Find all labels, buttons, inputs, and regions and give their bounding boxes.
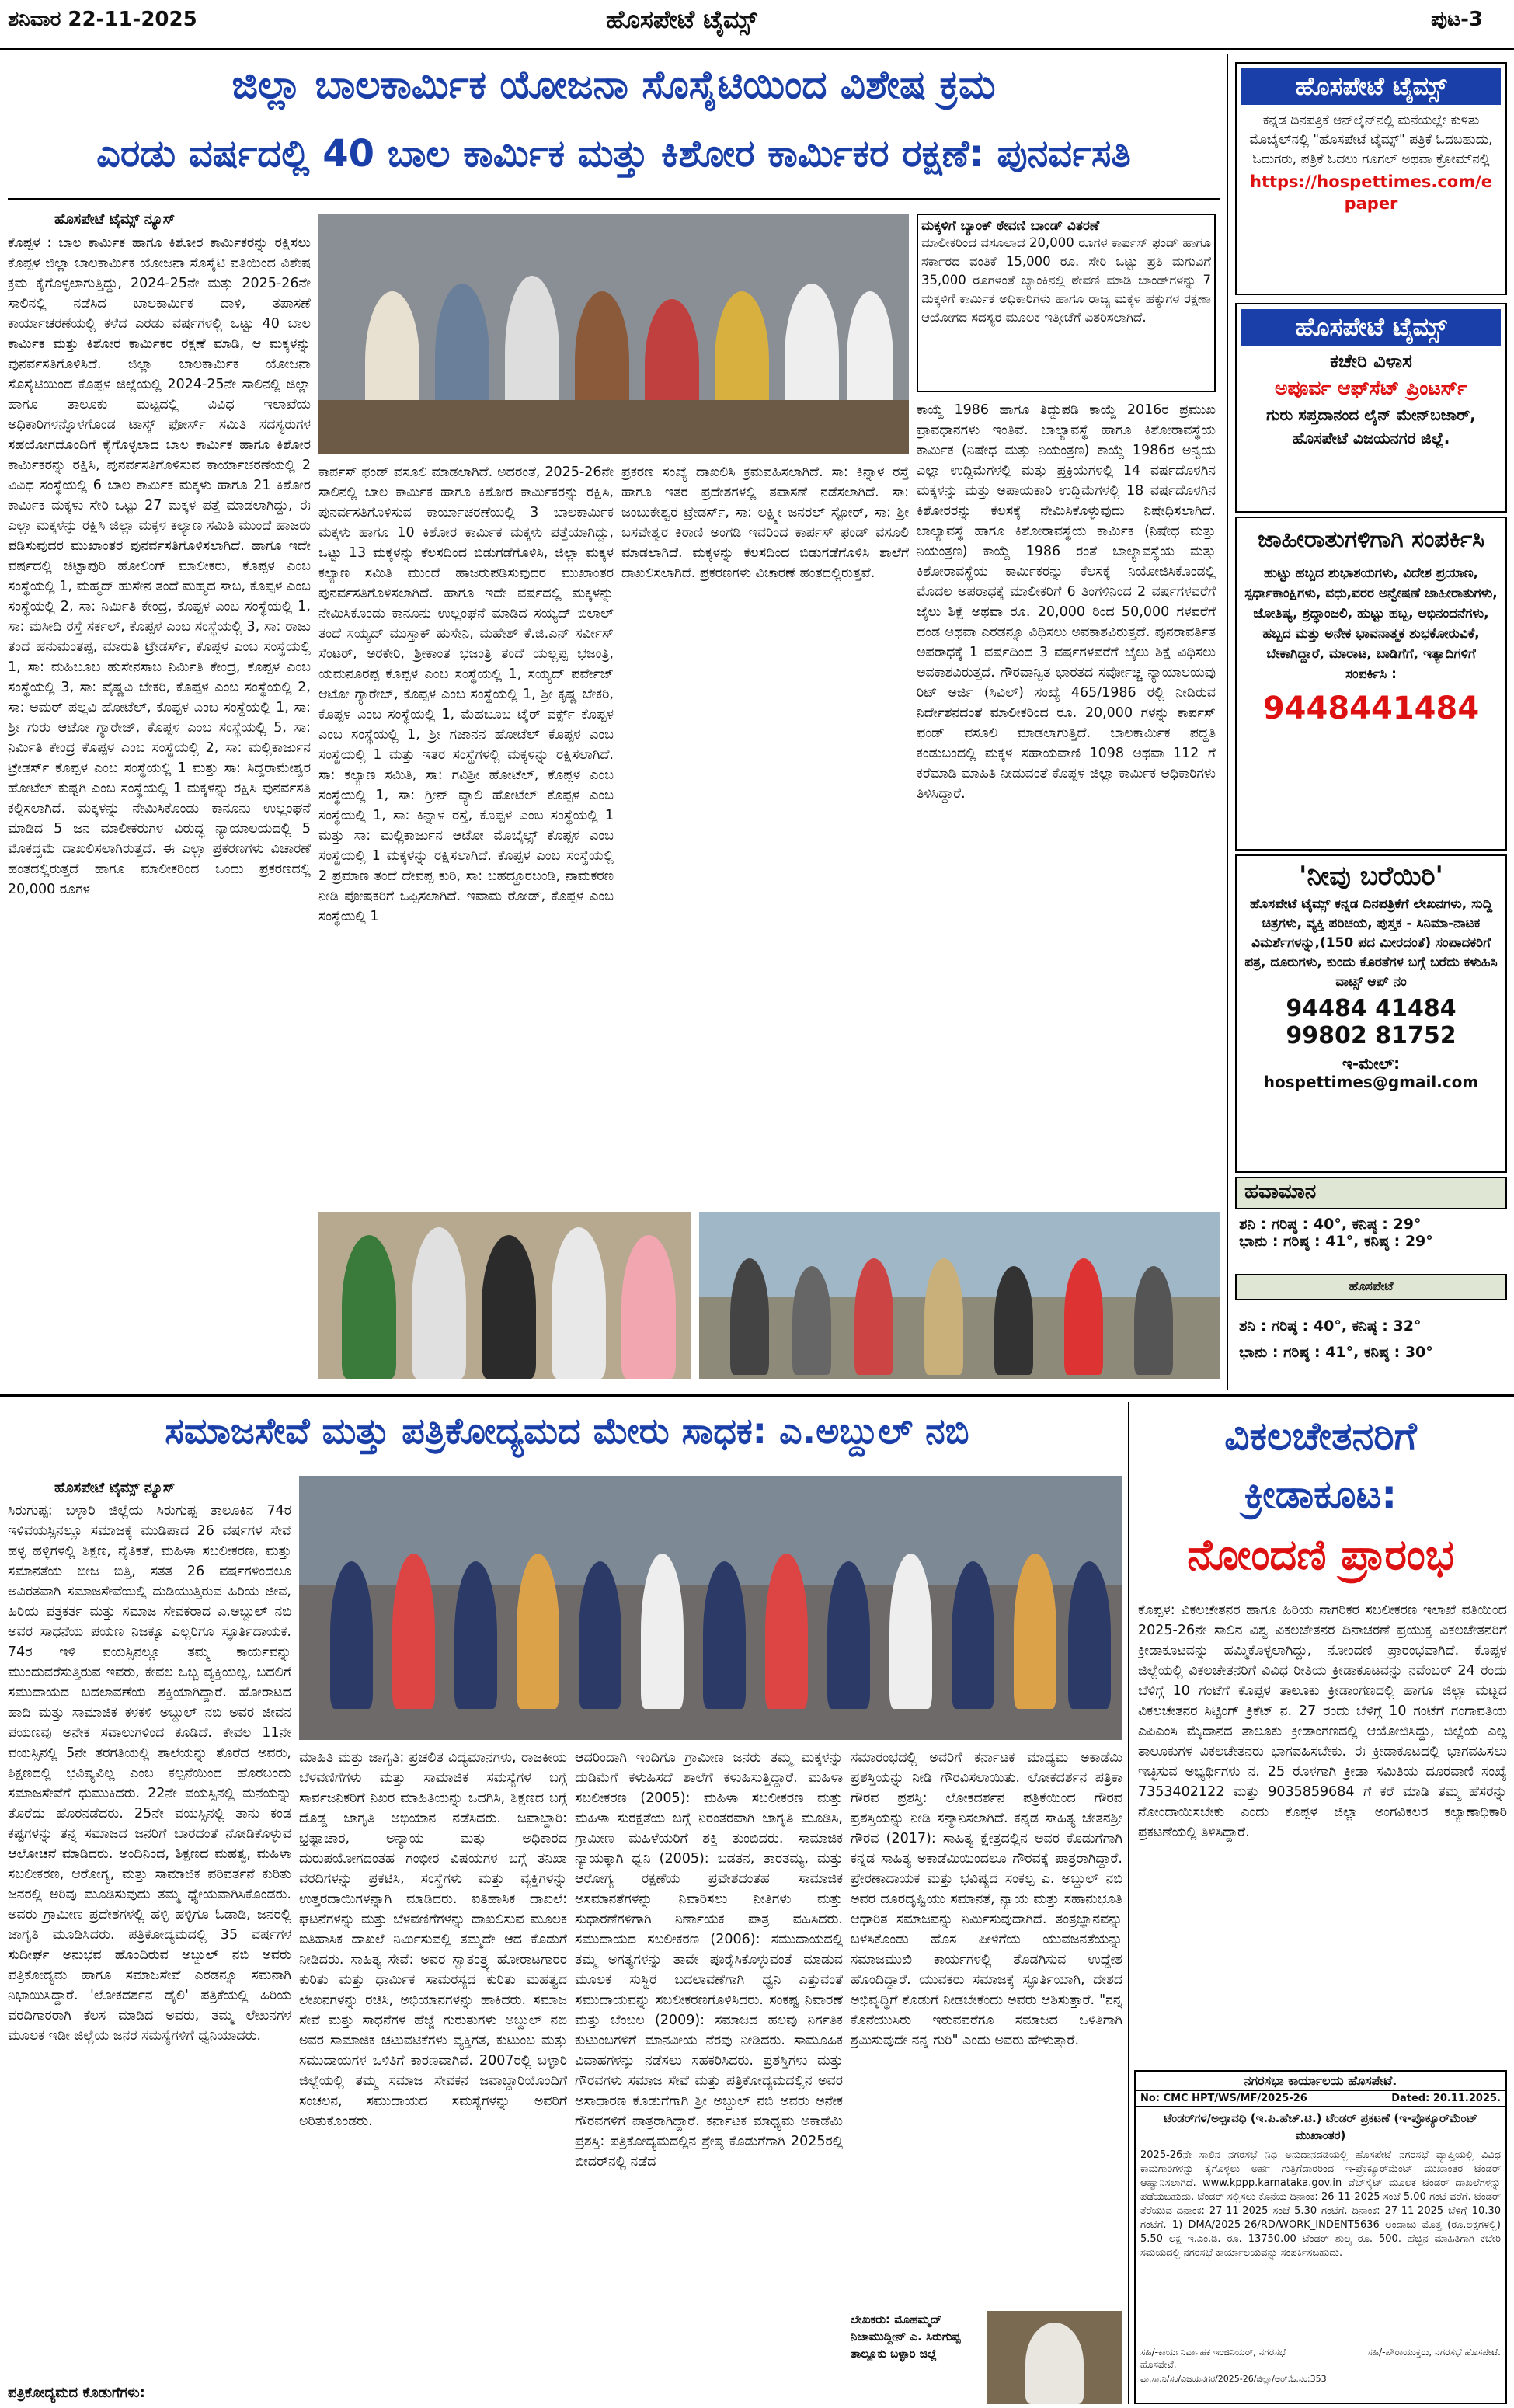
ads-title: ಜಾಹೀರಾತುಗಳಿಗಾಗಿ ಸಂಪರ್ಕಿಸಿ bbox=[1257, 526, 1485, 553]
weather-day: ಶನಿ bbox=[1239, 1216, 1255, 1233]
office-logo: ಹೊಸಪೇಟೆ ಟೈಮ್ಸ್ bbox=[1241, 309, 1501, 346]
whatsapp-number-1[interactable]: 94484 41484 bbox=[1286, 995, 1457, 1022]
weather-day: ಭಾನು bbox=[1239, 1344, 1268, 1361]
epaper-box bbox=[1235, 62, 1507, 295]
story3-headline-3: ನೋಂದಣಿ ಪ್ರಾರಂಭ bbox=[1187, 1530, 1454, 1579]
lead-column-3: ಪ್ರಕರಣ ಸಂಖ್ಯೆ ದಾಖಲಿಸಿ ಕ್ರಮವಹಿಸಲಾಗಿದೆ. ಸಾ: ಕಿನ್ನಾಳ ರಸ್ತೆ ಹಾಗೂ ಇತರ ಪ್ರದೇಶಗಳಲ್ಲಿ ತಪಾಸಣೆ ನಡೆಸಲಾಗಿದೆ. ಸಾ: ಜಂಬುಕೇಶ್ವರ ಟ್ರೇಡರ್ಸ್, ಸಾ: ಲಕ್ಷ್ಮೀ ಜನರಲ್ ಸ್ಟೋರ್, ಸಾ: ಶ್ರೀ ಬಸವೇಶ್ವರ ಕಿರಾಣಿ ಅಂಗಡಿ ಇವರಿಂದ ಕಾರ್ಪಸ್ ಫಂಡ್ ವಸೂಲಿ ಮಾಡಲಾಗಿದೆ. ಮಕ್ಕಳನ್ನು ಕೆಲಸದಿಂದ ಬಿಡುಗಡೆಗೊಳಿಸಿ ಶಾಲೆಗೆ ದಾಖಲಿಸಲಾಗಿದೆ. ಪ್ರಕರಣಗಳು ವಿಚಾರಣೆ ಹಂತದಲ್ಲಿರುತ್ತವೆ. bbox=[621, 465, 909, 581]
lead-column-4: ಕಾಯ್ದೆ 1986 ಹಾಗೂ ತಿದ್ದುಪಡಿ ಕಾಯ್ದೆ 2016ರ ಪ್ರಮುಖ ಪ್ರಾವಧಾನಗಳು ಇಂತಿವೆ. ಬಾಲ್ಯಾವಸ್ಥೆ ಹಾಗೂ ಕಿಶೋರಾವಸ್ಥೆಯ ಕಾರ್ಮಿಕ (ನಿಷೇಧ ಮತ್ತು ನಿಯಂತ್ರಣ) ಕಾಯ್ದೆ 1986ರ ಅನ್ವಯ ಎಲ್ಲಾ ಉದ್ದಿಮೆಗಳಲ್ಲಿ ಮತ್ತು ಪ್ರಕ್ರಿಯೆಗಳಲ್ಲಿ 14 ವರ್ಷದೊಳಗಿನ ಮಕ್ಕಳನ್ನು ಮತ್ತು ಅಪಾಯಕಾರಿ ಉದ್ದಿಮೆಗಳಲ್ಲಿ 18 ವರ್ಷದೊಳಗಿನ ಕಿಶೋರರನ್ನು ಕೆಲಸಕ್ಕೆ ನೇಮಿಸಿಕೊಳ್ಳುವುದು ನಿಷೇಧಿಸಲಾಗಿದೆ. ಬಾಲ್ಯಾವಸ್ಥೆ ಹಾಗೂ ಕಿಶೋರಾವಸ್ಥೆಯ ಕಾರ್ಮಿಕ (ನಿಷೇಧ ಮತ್ತು ನಿಯಂತ್ರಣ) ಕಾಯ್ದೆ 1986 ರಂತೆ ಬಾಲ್ಯಾವಸ್ಥೆಯ ಮತ್ತು ಕಿಶೋರಾವಸ್ಥೆಯ ಕಾರ್ಮಿಕರನ್ನು ಕೆಲಸಕ್ಕೆ ನಿಯೋಜಿಸಿಕೊಂಡಲ್ಲಿ ಮೊದಲ ಅಪರಾಧಕ್ಕೆ ಮಾಲೀಕರಿಗೆ 6 ತಿಂಗಳಿನಿಂದ 2 ವರ್ಷಗಳವರೆಗೆ ಜೈಲು ಶಿಕ್ಷೆ ಅಥವಾ ರೂ. 20,000 ರಿಂದ 50,000 ಗಳವರೆಗೆ ದಂಡ ಅಥವಾ ಎರಡನ್ನೂ ವಿಧಿಸಲು ಅವಕಾಶವಿರುತ್ತದೆ. ಪುನರಾವರ್ತಿತ ಅಪರಾಧಕ್ಕೆ 1 ವರ್ಷದಿಂದ 3 ವರ್ಷಗಳವರೆಗೆ ಜೈಲು ಶಿಕ್ಷೆ ವಿಧಿಸಲು ಅವಕಾಶವಿರುತ್ತದೆ. ಗೌರವಾನ್ವಿತ ಭಾರತದ ಸರ್ವೋಚ್ಚ ನ್ಯಾಯಾಲಯವು ರಿಟ್ ಅರ್ಜಿ (ಸಿವಿಲ್) ಸಂಖ್ಯೆ 465/1986 ರಲ್ಲಿ ನೀಡಿರುವ ನಿರ್ದೇಶನದಂತೆ ಮಾಲೀಕರಿಂದ ರೂ. 20,000 ಗಳನ್ನು ಕಾರ್ಪಸ್ ಫಂಡ್ ವಸೂಲಿ ಮಾಡಲಾಗುತ್ತಿದೆ. ಬಾಲಕಾರ್ಮಿಕ ಪದ್ಧತಿ ಕಂಡುಬಂದಲ್ಲಿ ಮಕ್ಕಳ ಸಹಾಯವಾಣಿ 1098 ಅಥವಾ 112 ಗೆ ಕರೆಮಾಡಿ ಮಾಹಿತಿ ನೀಡುವಂತೆ ಕೊಪ್ಪಳ ಜಿಲ್ಲಾ ಕಾರ್ಮಿಕ ಅಧಿಕಾರಿಗಳು ತಿಳಿಸಿದ್ದಾರೆ. bbox=[917, 402, 1216, 802]
story2-headline: ಸಮಾಜಸೇವೆ ಮತ್ತು ಪತ್ರಿಕೋದ್ಯಮದ ಮೇರು ಸಾಧಕ: ಎ.ಅಬ್ದುಲ್ ನಬಿ bbox=[165, 1410, 969, 1452]
story2-column-4: ಸಮಾರಂಭದಲ್ಲಿ ಅವರಿಗೆ ಕರ್ನಾಟಕ ಮಾಧ್ಯಮ ಅಕಾಡೆಮಿ ಪ್ರಶಸ್ತಿಯನ್ನು ನೀಡಿ ಗೌರವಿಸಲಾಯಿತು. ಲೋಕದರ್ಶನ ಪತ್ರಿಕಾ ಗೌರವ ಪ್ರಶಸ್ತಿ: ಲೋಕದರ್ಶನ ಪತ್ರಿಕೆಯಿಂದ ಗೌರವ ಪ್ರಶಸ್ತಿಯನ್ನು ನೀಡಿ ಸನ್ಮಾನಿಸಲಾಗಿದೆ. ಕನ್ನಡ ಸಾಹಿತ್ಯ ಚೇತನಶ್ರೀ ಗೌರವ (2017): ಸಾಹಿತ್ಯ ಕ್ಷೇತ್ರದಲ್ಲಿನ ಅವರ ಕೊಡುಗೆಗಾಗಿ ಕನ್ನಡ ಸಾಹಿತ್ಯ ಅಕಾಡೆಮಿಯಿಂದಲೂ ಗೌರವಕ್ಕೆ ಪಾತ್ರರಾಗಿದ್ದಾರೆ. ಪ್ರೇರಣಾದಾಯಕ ಮತ್ತು ಭವಿಷ್ಯದ ಸಂಕಲ್ಪ ಎ. ಅಬ್ದುಲ್ ನಬಿ ಅವರ ದೂರದೃಷ್ಟಿಯು ಸಮಾನತೆ, ನ್ಯಾಯ ಮತ್ತು ಸಹಾನುಭೂತಿ ಆಧಾರಿತ ಸಮಾಜವನ್ನು ನಿರ್ಮಿಸುವುದಾಗಿದೆ. ತಂತ್ರಜ್ಞಾನವನ್ನು ಬಳಸಿಕೊಂಡು ಹೊಸ ಪೀಳಿಗೆಯ ಯುವಜನತೆಯನ್ನು ಸಮಾಜಮುಖಿ ಕಾರ್ಯಗಳಲ್ಲಿ ತೊಡಗಿಸುವ ಉದ್ದೇಶ ಹೊಂದಿದ್ದಾರೆ. ಯುವಕರು ಸಮಾಜಕ್ಕೆ ಸ್ಫೂರ್ತಿಯಾಗಿ, ದೇಶದ ಅಭಿವೃದ್ಧಿಗೆ ಕೊಡುಗೆ ನೀಡಬೇಕೆಂದು ಅವರು ಆಶಿಸುತ್ತಾರೆ. "ನನ್ನ ಕೊನೆಯುಸಿರು ಇರುವವರೆಗೂ ಸಮಾಜದ ಒಳಿತಿಗಾಗಿ ಶ್ರಮಿಸುವುದೇ ನನ್ನ ಗುರಿ" ಎಂದು ಅವರು ಹೇಳುತ್ತಾರೆ. bbox=[851, 1750, 1122, 2048]
story2-subhead: ಪತ್ರಿಕೋದ್ಯಮದ ಕೊಡುಗೆಗಳು: bbox=[8, 2385, 145, 2401]
tender-body: 2025-26ನೇ ಸಾಲಿನ ನಗರಸಭೆ ನಿಧಿ ಅನುದಾನದಡಿಯಲ್ಲಿ ಹೊಸಪೇಟೆ ನಗರಸಭೆ ವ್ಯಾಪ್ತಿಯಲ್ಲಿ ವಿವಿಧ ಕಾಮಗಾರಿಗಳನ್ನು ಕೈಗೊಳ್ಳಲು ಅರ್ಹ ಗುತ್ತಿಗೆದಾರರಿಂದ ಇ-ಪ್ರೊಕ್ಯೂರ್‌ಮೆಂಟ್ ಮುಖಾಂತರ ಟೆಂಡರ್ ಆಹ್ವಾನಿಸಲಾಗಿದೆ. www.kppp.karnataka.gov.in ವೆಬ್‌ಸೈಟ್ ಮೂಲಕ ಟೆಂಡರ್ ದಾಖಲೆಗಳನ್ನು ಪಡೆಯಬಹುದು. ಟೆಂಡರ್ ಸಲ್ಲಿಸಲು ಕೊನೆಯ ದಿನಾಂಕ: 26-11-2025 ಸಂಜೆ 5.00 ಗಂಟೆ ವರೆಗೆ. ಟೆಂಡರ್ ತೆರೆಯುವ ದಿನಾಂಕ: 27-11-2025 ಸಂಜೆ 5.30 ಗಂಟೆಗೆ. ದಿನಾಂಕ: 27-11-2025 ಬೆಳಿಗ್ಗೆ 10.30 ಗಂಟೆಗೆ. 1) DMA/2025-26/RD/WORK_INDENT5636 ಅಂದಾಜು ಮೊತ್ತ (ರೂ.ಲಕ್ಷಗಳಲ್ಲಿ) 5.50 ಲಕ್ಷ ಇ.ಎಂ.ಡಿ. ರೂ. 13750.00 ಟೆಂಡರ್ ಶುಲ್ಕ ರೂ. 500. ಹೆಚ್ಚಿನ ಮಾಹಿತಿಗಾಗಿ ಕಚೇರಿ ಸಮಯದಲ್ಲಿ ನಗರಸಭೆ ಕಾರ್ಯಾಲಯವನ್ನು ಸಂಪರ್ಕಿಸಬಹುದು. bbox=[1140, 2149, 1501, 2259]
story2-photo-group bbox=[299, 1476, 1122, 1740]
story2-byline: ಹೊಸಪೇಟೆ ಟೈಮ್ಸ್ ನ್ಯೂಸ್ bbox=[54, 1480, 176, 1496]
bond-box-title: ಮಕ್ಕಳಿಗೆ ಬ್ಯಾಂಕ್ ಠೇವಣಿ ಬಾಂಡ್ ವಿತರಣೆ bbox=[921, 218, 1100, 234]
section-divider bbox=[0, 1394, 1514, 1397]
office-name: ಅಪೂರ್ವ ಆಫ್‌ಸೆಟ್ ಪ್ರಿಂಟರ್ಸ್ bbox=[1274, 377, 1468, 399]
author-photo bbox=[987, 2311, 1122, 2404]
epaper-text: ಕನ್ನಡ ದಿನಪತ್ರಿಕೆ ಆನ್‌ಲೈನ್‌ನಲ್ಲಿ ಮನೆಯಲ್ಲೇ ಕುಳಿತು ಮೊಬೈಲ್‌ನಲ್ಲಿ "ಹೊಸಪೇಟೆ ಟೈಮ್ಸ್" ಪತ್ರಿಕೆ ಓದಬಹುದು, ಓದುಗರು, ಪತ್ರಿಕೆ ಓದಲು ಗೂಗಲ್ ಅಥವಾ ಕ್ರೋಮ್‌ನಲ್ಲಿ bbox=[1249, 113, 1493, 167]
page-number: ಪುಟ-3 bbox=[1430, 8, 1483, 31]
weather-title: ಹವಾಮಾನ bbox=[1244, 1180, 1317, 1203]
weather-row bbox=[1239, 1339, 1503, 1366]
weather-title-box bbox=[1235, 1177, 1507, 1209]
tender-sign-left: ಸಹಿ/-ಕಾರ್ಯನಿರ್ವಾಹಕ ಇಂಜಿನಿಯರ್, ನಗರಸಭೆ ಹೊಸಪೇಟೆ. bbox=[1140, 2347, 1286, 2370]
divider bbox=[8, 198, 1220, 200]
tender-ref-row bbox=[1136, 2091, 1505, 2107]
story3-headline-2: ಕ್ರೀಡಾಕೂಟ: bbox=[1244, 1472, 1397, 1517]
lead-column-1: ಕೊಪ್ಪಳ : ಬಾಲ ಕಾರ್ಮಿಕ ಹಾಗೂ ಕಿಶೋರ ಕಾರ್ಮಿಕರನ್ನು ರಕ್ಷಿಸಲು ಕೊಪ್ಪಳ ಜಿಲ್ಲಾ ಬಾಲಕಾರ್ಮಿಕ ಯೋಜನಾ ಸೊಸೈಟಿ ವತಿಯಿಂದ ವಿಶೇಷ ಕ್ರಮ ಕೈಗೊಳ್ಳಲಾಗುತ್ತಿದ್ದು, 2024-25ನೇ ಮತ್ತು 2025-26ನೇ ಸಾಲಿನಲ್ಲಿ ನಡೆಸಿದ ಬಾಲಕಾರ್ಮಿಕ ದಾಳಿ, ತಪಾಸಣೆ ಕಾರ್ಯಾಚರಣೆಯಲ್ಲಿ ಕಳೆದ ಎರಡು ವರ್ಷಗಳಲ್ಲಿ ಒಟ್ಟು 40 ಬಾಲ ಕಾರ್ಮಿಕ ಮತ್ತು ಕಿಶೋರ ಕಾರ್ಮಿಕರ ರಕ್ಷಣೆ ಮಾಡಿ, ಆ ಮಕ್ಕಳನ್ನು ಪುನರ್ವಸತಿಗೊಳಿಸಿದೆ. ಜಿಲ್ಲಾ ಬಾಲಕಾರ್ಮಿಕ ಯೋಜನಾ ಸೊಸೈಟಿಯಿಂದ ಕೊಪ್ಪಳ ಜಿಲ್ಲೆಯಲ್ಲಿ 2024-25ನೇ ಸಾಲಿನಲ್ಲಿ ಜಿಲ್ಲಾ ಹಾಗೂ ತಾಲೂಕು ಮಟ್ಟದಲ್ಲಿ ವಿವಿಧ ಇಲಾಖೆಯ ಅಧಿಕಾರಿಗಳನ್ನೊಳಗೊಂಡ ಟಾಸ್ಕ್ ಫೋರ್ಸ್ ಸಮಿತಿ ಸದಸ್ಯರುಗಳ ಸಹಯೋಗದೊಂದಿಗೆ ಕೈಗೊಳ್ಳಲಾದ ಬಾಲ ಕಾರ್ಮಿಕ ಹಾಗೂ ಕಿಶೋರ ಕಾರ್ಮಿಕರನ್ನು ರಕ್ಷಿಸಿ, ಪುನರ್ವಸತಿಗೊಳಿಸುವ ಕಾರ್ಯಾಚರಣೆಯಲ್ಲಿ 2 ವಿವಿಧ ಸಂಸ್ಥೆಯಲ್ಲಿ 6 ಬಾಲ ಕಾರ್ಮಿಕ ಮಕ್ಕಳು ಹಾಗೂ 21 ಕಿಶೋರ ಕಾರ್ಮಿಕ ಮಕ್ಕಳು ಸೇರಿ ಒಟ್ಟು 27 ಮಕ್ಕಳ ಪತ್ತೆ ಮಾಡಲಾಗಿದ್ದು, ಈ ಎಲ್ಲಾ ಮಕ್ಕಳನ್ನು ರಕ್ಷಿಸಿ ಜಿಲ್ಲಾ ಮಕ್ಕಳ ಕಲ್ಯಾಣ ಸಮಿತಿ ಮುಂದೆ ಹಾಜರು ಪಡಿಸುವುದರ ಮುಖಾಂತರ ಪುನರ್ವಸತಿಗೊಳಿಸಲಾಗಿದೆ. ಹಾಗೂ ಇದೇ ವರ್ಷದಲ್ಲಿ ಚಿಟ್ಟಾಪುರಿ ಹೋಲಿಂಗ್ ಮಾಲೀಕರು, ಕೊಪ್ಪಳ ಎಂಬ ಸಂಸ್ಥೆಯಲ್ಲಿ 1, ಮಹ್ಮದ್ ಹುಸೇನ ತಂದೆ ಮಹ್ಮದ ಸಾಬ, ಕೊಪ್ಪಳ ಎಂಬ ಸಂಸ್ಥೆಯಲ್ಲಿ 2, ಸಾ: ನಿರ್ಮಿತಿ ಕೇಂದ್ರ, ಕೊಪ್ಪಳ ಎಂಬ ಸಂಸ್ಥೆಯಲ್ಲಿ 1, ಸಾ: ಮಸೀದಿ ರಸ್ತೆ ಸರ್ಕಲ್, ಕೊಪ್ಪಳ ಎಂಬ ಸಂಸ್ಥೆಯಲ್ಲಿ 3, ಸಾ: ರಾಜು ತಂದೆ ಹನುಮಂತಪ್ಪ, ಮಾರುತಿ ಟ್ರೇಡರ್ಸ್, ಕೊಪ್ಪಳ ಎಂಬ ಸಂಸ್ಥೆಯಲ್ಲಿ 1, ಸಾ: ಮಹಿಬೂಬ ಹುಸೇನಸಾಬ ನಿರ್ಮಿತಿ ಕೇಂದ್ರ, ಕೊಪ್ಪಳ ಎಂಬ ಸಂಸ್ಥೆಯಲ್ಲಿ 3, ಸಾ: ವೈಷ್ಣವಿ ಬೇಕರಿ, ಕೊಪ್ಪಳ ಎಂಬ ಸಂಸ್ಥೆಯಲ್ಲಿ 2, ಸಾ: ಅಮರ್ ಪಲ್ಲವಿ ಹೋಟೆಲ್, ಕೊಪ್ಪಳ ಎಂಬ ಸಂಸ್ಥೆಯಲ್ಲಿ 1, ಸಾ: ಶ್ರೀ ಗುರು ಆಟೋ ಗ್ಯಾರೇಜ್, ಕೊಪ್ಪಳ ಎಂಬ ಸಂಸ್ಥೆಯಲ್ಲಿ 5, ಸಾ: ನಿರ್ಮಿತಿ ಕೇಂದ್ರ ಕೊಪ್ಪಳ ಎಂಬ ಸಂಸ್ಥೆಯಲ್ಲಿ 2, ಸಾ: ಮಲ್ಲಿಕಾರ್ಜುನ ಟ್ರೇಡರ್ಸ್ ಕೊಪ್ಪಳ ಎಂಬ ಸಂಸ್ಥೆಯಲ್ಲಿ 1 ಮತ್ತು ಸಾ: ಸಿದ್ದರಾಮೇಶ್ವರ ಹೋಟೆಲ್ ಕುಷ್ಟಗಿ ಎಂಬ ಸಂಸ್ಥೆಯಲ್ಲಿ 1 ಮಕ್ಕಳನ್ನು ರಕ್ಷಿಸಿ ಪುನರ್ವಸತಿ ಕಲ್ಪಿಸಲಾಗಿದೆ. ಮಕ್ಕಳನ್ನು ನೇಮಿಸಿಕೊಂಡು ಕಾನೂನು ಉಲ್ಲಂಘನೆ ಮಾಡಿದ 5 ಜನ ಮಾಲೀಕರುಗಳ ವಿರುದ್ಧ ನ್ಯಾಯಾಲಯದಲ್ಲಿ 5 ಮೊಕದ್ದಮೆ ದಾಖಲಿಸಲಾಗಿರುತ್ತದೆ. ಈ ಎಲ್ಲಾ ಪ್ರಕರಣಗಳು ವಿಚಾರಣೆ ಹಂತದಲ್ಲಿರುತ್ತದೆ ಹಾಗೂ ಮಾಲೀಕರಿಂದ ಒಂದು ಪ್ರಕರಣದಲ್ಲಿ 20,000 ರೂಗಳ bbox=[8, 235, 311, 897]
tender-date: Dated: 20.11.2025. bbox=[1391, 2093, 1501, 2104]
lead-photo-inspection bbox=[699, 1212, 1220, 1379]
tender-title: ನಗರಸಭಾ ಕಾರ್ಯಾಲಯ ಹೊಸಪೇಟೆ. bbox=[1136, 2072, 1505, 2091]
tender-sign-right: ಸಹಿ/-ಪೌರಾಯುಕ್ತರು, ನಗರಸಭೆ ಹೊಸಪೇಟೆ. bbox=[1367, 2347, 1501, 2358]
lead-photo-children bbox=[318, 1212, 691, 1379]
weather-day: ಭಾನು bbox=[1239, 1233, 1268, 1250]
story3-body: ಕೊಪ್ಪಳ: ವಿಕಲಚೇತನರ ಹಾಗೂ ಹಿರಿಯ ನಾಗರಿಕರ ಸಬಲೀಕರಣ ಇಲಾಖೆ ವತಿಯಿಂದ 2025-26ನೇ ಸಾಲಿನ ವಿಶ್ವ ವಿಕಲಚೇತನರ ದಿನಾಚರಣೆ ಪ್ರಯುಕ್ತ ವಿಕಲಚೇತನರಿಗೆ ಕ್ರೀಡಾಕೂಟವನ್ನು ಹಮ್ಮಿಕೊಳ್ಳಲಾಗಿದ್ದು, ನೋಂದಣಿ ಪ್ರಾರಂಭವಾಗಿದೆ. ಕೊಪ್ಪಳ ಜಿಲ್ಲೆಯಲ್ಲಿ ವಿಕಲಚೇತನರಿಗೆ ವಿವಿಧ ರೀತಿಯ ಕ್ರೀಡಾಕೂಟವನ್ನು ನವೆಂಬರ್ 24 ರಂದು ಬೆಳಿಗ್ಗೆ 10 ಗಂಟೆಗೆ ಕೊಪ್ಪಳ ತಾಲೂಕು ಕ್ರೀಡಾಂಗಣದಲ್ಲಿ ಹಾಗೂ ಜಿಲ್ಲಾ ಮಟ್ಟದ ವಿಕಲಚೇತನರ ಸಿಟ್ಟಿಂಗ್ ಕ್ರಿಕೆಟ್ ನ. 27 ರಂದು ಬೆಳಿಗ್ಗೆ 10 ಗಂಟೆಗೆ ಗಂಗಾವತಿಯ ಎಪಿಎಂಸಿ ಮೈದಾನದ ತಾಲೂಕು ಕ್ರೀಡಾಂಗಣದಲ್ಲಿ ಆಯೋಜಿಸಿದ್ದು, ಜಿಲ್ಲೆಯ ಎಲ್ಲ ತಾಲೂಕುಗಳ ವಿಕಲಚೇತನರು ಭಾಗವಹಿಸಬೇಕು. ಈ ಕ್ರೀಡಾಕೂಟದಲ್ಲಿ ಭಾಗವಹಿಸಲು ಇಚ್ಛಿಸುವ ಅಭ್ಯರ್ಥಿಗಳು ನ. 25 ರೊಳಗಾಗಿ ಕ್ರೀಡಾ ಸಮಿತಿಯ ದೂರವಾಣಿ ಸಂಖ್ಯೆ 7353402122 ಮತ್ತು 9035859684 ಗೆ ಕರೆ ಮಾಡಿ ತಮ್ಮ ಹೆಸರನ್ನು ನೋಂದಾಯಿಸಬೇಕು ಎಂದು ಕೊಪ್ಪಳ ಜಿಲ್ಲಾ ಅಂಗವಿಕಲರ ಕಲ್ಯಾಣಾಧಿಕಾರಿ ಪ್ರಕಟಣೆಯಲ್ಲಿ ತಿಳಿಸಿದ್ದಾರೆ. bbox=[1138, 1602, 1507, 1840]
write-body: ಹೊಸಪೇಟೆ ಟೈಮ್ಸ್ ಕನ್ನಡ ದಿನಪತ್ರಿಕೆಗೆ ಲೇಖನಗಳು, ಸುದ್ದಿ ಚಿತ್ರಗಳು, ವ್ಯಕ್ತಿ ಪರಿಚಯ, ಪುಸ್ತಕ - ಸಿನಿಮಾ-ನಾಟಕ ವಿಮರ್ಶೆಗಳನ್ನು,(150 ಪದ ಮೀರದಂತೆ) ಸಂಪಾದಕರಿಗೆ ಪತ್ರ, ದೂರುಗಳು, ಕುಂದು ಕೊರತೆಗಳ ಬಗ್ಗೆ ಬರೆದು ಕಳುಹಿಸಿ ವಾಟ್ಸ್ ಆಪ್ ನಂ bbox=[1244, 896, 1498, 990]
tender-notice bbox=[1134, 2070, 1507, 2404]
weather-list bbox=[1239, 1216, 1503, 1250]
story2-column-2: ಮಾಹಿತಿ ಮತ್ತು ಜಾಗೃತಿ: ಪ್ರಚಲಿತ ವಿದ್ಯಮಾನಗಳು, ರಾಜಕೀಯ ಬೆಳವಣಿಗೆಗಳು ಮತ್ತು ಸಾಮಾಜಿಕ ಸಮಸ್ಯೆಗಳ ಬಗ್ಗೆ ಸಾರ್ವಜನಿಕರಿಗೆ ನಿಖರ ಮಾಹಿತಿಯನ್ನು ಒದಗಿಸಿ, ಶಿಕ್ಷಣದ ಬಗ್ಗೆ ದೊಡ್ಡ ಜಾಗೃತಿ ಅಭಿಯಾನ ನಡೆಸಿದರು. ಜವಾಬ್ದಾರಿ: ಭ್ರಷ್ಟಾಚಾರ, ಅನ್ಯಾಯ ಮತ್ತು ಅಧಿಕಾರದ ದುರುಪಯೋಗದಂತಹ ಗಂಭೀರ ವಿಷಯಗಳ ಬಗ್ಗೆ ತನಿಖಾ ವರದಿಗಳನ್ನು ಪ್ರಕಟಿಸಿ, ಸಂಸ್ಥೆಗಳು ಮತ್ತು ವ್ಯಕ್ತಿಗಳನ್ನು ಉತ್ತರದಾಯಿಗಳನ್ನಾಗಿ ಮಾಡಿದರು. ಐತಿಹಾಸಿಕ ದಾಖಲೆ: ಘಟನೆಗಳನ್ನು ಮತ್ತು ಬೆಳವಣಿಗೆಗಳನ್ನು ದಾಖಲಿಸುವ ಮೂಲಕ ಐತಿಹಾಸಿಕ ದಾಖಲೆ ನಿರ್ಮಿಸುವಲ್ಲಿ ತಮ್ಮದೇ ಆದ ಕೊಡುಗೆ ನೀಡಿದರು. ಸಾಹಿತ್ಯ ಸೇವೆ: ಅವರ ಸ್ವಾತಂತ್ರ್ಯ ಹೋರಾಟಗಾರರ ಕುರಿತು ಮತ್ತು ಧಾರ್ಮಿಕ ಸಾಮರಸ್ಯದ ಕುರಿತು ಮಹತ್ವದ ಲೇಖನಗಳನ್ನು ರಚಿಸಿ, ಅಭಿಯಾನಗಳನ್ನು ಹಾಕಿದರು. ಸಮಾಜ ಸೇವೆ ಮತ್ತು ಸಾಧನೆಗಳ ಹೆಜ್ಜೆ ಗುರುತುಗಳು ಅಬ್ದುಲ್ ನಬಿ ಅವರ ಸಾಮಾಜಿಕ ಚಟುವಟಿಕೆಗಳು ವ್ಯಕ್ತಿಗತ, ಕುಟುಂಬ ಮತ್ತು ಸಮುದಾಯಗಳ ಒಳಿತಿಗೆ ಕಾರಣವಾಗಿವೆ. 2007ರಲ್ಲಿ ಬಳ್ಳಾರಿ ಜಿಲ್ಲೆಯಲ್ಲಿ ತಮ್ಮ ಸಮಾಜ ಸೇವಕನ ಜವಾಬ್ದಾರಿಯೊಂದಿಗೆ ಸಂಚಲನ, ಸಮುದಾಯದ ಸಮಸ್ಯೆಗಳನ್ನು ಅವರಿಗೆ ಅರಿತುಕೊಂಡರು. bbox=[299, 1750, 567, 2129]
write-title: 'ನೀವು ಬರೆಯಿರಿ' bbox=[1299, 861, 1443, 892]
lead-headline-main: ಎರಡು ವರ್ಷದಲ್ಲಿ 40 ಬಾಲ ಕಾರ್ಮಿಕ ಮತ್ತು ಕಿಶೋರ ಕಾರ್ಮಿಕರ ರಕ್ಷಣೆ: ಪುನರ್ವಸತಿ bbox=[96, 132, 1131, 176]
lead-photo-meeting bbox=[318, 214, 909, 454]
weather-text: : ಗರಿಷ್ಠ : 41°, ಕನಿಷ್ಠ : 30° bbox=[1272, 1344, 1433, 1361]
lead-byline: ಹೊಸಪೇಟೆ ಟೈಮ್ಸ್ ನ್ಯೂಸ್ bbox=[54, 211, 176, 228]
epaper-logo: ಹೊಸಪೇಟೆ ಟೈಮ್ಸ್ bbox=[1241, 68, 1501, 105]
tender-footer: ವಾ.ಸಾ.ನಿ/ಸಂ/ವಿಜಯನಗರ/2025-26/ಜಿಲ್ಲಾ/ಆರ್.ಓ.ನಂ:353 bbox=[1140, 2374, 1327, 2384]
lead-column-2: ಕಾರ್ಪಸ್ ಫಂಡ್ ವಸೂಲಿ ಮಾಡಲಾಗಿದೆ. ಅದರಂತೆ, 2025-26ನೇ ಸಾಲಿನಲ್ಲಿ ಬಾಲ ಕಾರ್ಮಿಕ ಹಾಗೂ ಕಿಶೋರ ಕಾರ್ಮಿಕರನ್ನು ರಕ್ಷಿಸಿ, ಪುನರ್ವಸತಿಗೊಳಿಸುವ ಕಾರ್ಯಾಚರಣೆಯಲ್ಲಿ 3 ಬಾಲಕಾರ್ಮಿಕ ಮಕ್ಕಳು ಹಾಗೂ 10 ಕಿಶೋರ ಕಾರ್ಮಿಕ ಮಕ್ಕಳು ಪತ್ತೆಯಾಗಿದ್ದು, ಒಟ್ಟು 13 ಮಕ್ಕಳನ್ನು ಕೆಲಸದಿಂದ ಬಿಡುಗಡೆಗೊಳಿಸಿ, ಜಿಲ್ಲಾ ಮಕ್ಕಳ ಕಲ್ಯಾಣ ಸಮಿತಿ ಮುಂದೆ ಹಾಜರುಪಡಿಸುವುದರ ಮುಖಾಂತರ ಪುನರ್ವಸತಿಗೊಳಿಸಲಾಗಿದೆ. ಹಾಗೂ ಇದೇ ವರ್ಷದಲ್ಲಿ ಮಕ್ಕಳನ್ನು ನೇಮಿಸಿಕೊಂಡು ಕಾನೂನು ಉಲ್ಲಂಘನೆ ಮಾಡಿದ ಸಯ್ಯದ್ ಬಿಲಾಲ್ ತಂದೆ ಸಯ್ಯದ್ ಮುಸ್ತಾಕ್ ಹುಸೇನಿ, ಮಹೇಶ್ ಕೆ.ಜಿ.ಎನ್ ಸರ್ವೀಸ್ ಸೆಂಟರ್, ಅರಕೇರಿ, ಶ್ರೀಕಾಂತ ಭಜಂತ್ರಿ ತಂದೆ ಯಲ್ಲಪ್ಪ ಭಜಂತ್ರಿ, ಯಮನೂರಪ್ಪ ಕೊಪ್ಪಳ ಎಂಬ ಸಂಸ್ಥೆಯಲ್ಲಿ 1, ಸಯ್ಯದ್ ಪರ್ವೇಜ್ ಆಟೋ ಗ್ಯಾರೇಜ್, ಕೊಪ್ಪಳ ಎಂಬ ಸಂಸ್ಥೆಯಲ್ಲಿ 1, ಶ್ರೀ ಕೃಷ್ಣ ಬೇಕರಿ, ಕೊಪ್ಪಳ ಎಂಬ ಸಂಸ್ಥೆಯಲ್ಲಿ 1, ಮೆಹಬೂಬ ಟೈರ್ ವರ್ಕ್ಸ್ ಕೊಪ್ಪಳ ಎಂಬ ಸಂಸ್ಥೆಯಲ್ಲಿ 1, ಶ್ರೀ ಗಜಾನನ ಹೋಟೆಲ್ ಕೊಪ್ಪಳ ಎಂಬ ಸಂಸ್ಥೆಯಲ್ಲಿ 1 ಮತ್ತು ಇತರ ಸಂಸ್ಥೆಗಳಲ್ಲಿ ಮಕ್ಕಳನ್ನು ರಕ್ಷಿಸಲಾಗಿದೆ. ಸಾ: ಕಲ್ಯಾಣ ಸಮಿತಿ, ಸಾ: ಗವಿಶ್ರೀ ಹೋಟೆಲ್, ಕೊಪ್ಪಳ ಎಂಬ ಸಂಸ್ಥೆಯಲ್ಲಿ 1, ಸಾ: ಗ್ರೀನ್ ವ್ಯಾಲಿ ಹೋಟೆಲ್ ಕೊಪ್ಪಳ ಎಂಬ ಸಂಸ್ಥೆಯಲ್ಲಿ 1, ಸಾ: ಕಿನ್ನಾಳ ರಸ್ತೆ, ಕೊಪ್ಪಳ ಎಂಬ ಸಂಸ್ಥೆಯಲ್ಲಿ 1 ಮತ್ತು ಸಾ: ಮಲ್ಲಿಕಾರ್ಜುನ ಆಟೋ ಮೊಬೈಲ್ಸ್ ಕೊಪ್ಪಳ ಎಂಬ ಸಂಸ್ಥೆಯಲ್ಲಿ 1 ಮಕ್ಕಳನ್ನು ರಕ್ಷಿಸಲಾಗಿದೆ. ಕೊಪ್ಪಳ ಎಂಬ ಸಂಸ್ಥೆಯಲ್ಲಿ 2 ಪ್ರಮಾಣ ತಂದೆ ದೇವಪ್ಪ ಕುರಿ, ಸಾ: ಬಹದ್ದೂರಬಂಡಿ, ನಾಮಕರಣ ನೀಡಿ ಪೋಷಕರಿಗೆ ಒಪ್ಪಿಸಲಾಗಿದೆ. ಇವಾಮ ರೋಡ್, ಕೊಪ್ಪಳ ಎಂಬ ಸಂಸ್ಥೆಯಲ್ಲಿ 1 bbox=[318, 465, 614, 924]
ads-phone[interactable]: 9448441484 bbox=[1262, 691, 1480, 726]
story3-headline-1: ವಿಕಲಚೇತನರಿಗೆ bbox=[1224, 1414, 1417, 1459]
paper-name: ಹೊಸಪೇಟೆ ಟೈಮ್ಸ್ bbox=[606, 5, 757, 34]
ads-box bbox=[1235, 517, 1507, 851]
email-address[interactable]: ಇ-ಮೇಲ್: hospettimes@gmail.com bbox=[1263, 1054, 1479, 1091]
weather-city: ಹೊಸಪೇಟೆ bbox=[1349, 1279, 1394, 1293]
whatsapp-number-2[interactable]: 99802 81752 bbox=[1286, 1022, 1457, 1049]
sidebar-divider bbox=[1227, 54, 1228, 1390]
masthead bbox=[0, 0, 1514, 50]
weather-text: : ಗರಿಷ್ಠ : 40°, ಕನಿಷ್ಠ : 32° bbox=[1260, 1317, 1422, 1334]
tender-number: No: CMC HPT/WS/MF/2025-26 bbox=[1140, 2093, 1307, 2104]
weather-row bbox=[1239, 1216, 1503, 1233]
weather-city-box bbox=[1235, 1274, 1507, 1300]
weather-text: : ಗರಿಷ್ಠ : 40°, ಕನಿಷ್ಠ : 29° bbox=[1260, 1216, 1422, 1233]
ads-body: ಹುಟ್ಟು ಹಬ್ಬದ ಶುಭಾಶಯಗಳು, ವಿದೇಶ ಪ್ರಯಾಣ, ಸ್ಪರ್ಧಾಕಾಂಕ್ಷಿಗಳು, ವಧು,ವರರ ಅನ್ವೇಷಣೆ ಜಾಹೀರಾತುಗಳು, ಜೋತಿಷ್ಯ, ಶ್ರದ್ಧಾಂಜಲಿ, ಹುಟ್ಟು ಹಬ್ಬ, ಅಭಿನಂದನೆಗಳು, ಹಬ್ಬದ ಮತ್ತು ಅನೇಕ ಭಾವನಾತ್ಮಕ ಶುಭಕೋರುವಿಕೆ, ಬೇಕಾಗಿದ್ದಾರೆ, ಮಾರಾಟ, ಬಾಡಿಗೆಗೆ, ಇತ್ಯಾದಿಗಳಿಗೆ ಸಂಪರ್ಕಿಸಿ : bbox=[1244, 565, 1498, 682]
bond-box-text: ಮಾಲೀಕರಿಂದ ವಸೂಲಾದ 20,000 ರೂಗಳ ಕಾರ್ಪಸ್ ಫಂಡ್ ಹಾಗೂ ಸರ್ಕಾರದ ವಂತಿಕೆ 15,000 ರೂ. ಸೇರಿ ಒಟ್ಟು ಪ್ರತಿ ಮಗುವಿಗೆ 35,000 ರೂಗಳಂತೆ ಬ್ಯಾಂಕಿನಲ್ಲಿ ಠೇವಣಿ ಮಾಡಿ ಬಾಂಡ್‌ಗಳನ್ನು 7 ಮಕ್ಕಳಿಗೆ ಕಾರ್ಮಿಕ ಅಧಿಕಾರಿಗಳು ಹಾಗೂ ರಾಜ್ಯ ಮಕ್ಕಳ ಹಕ್ಕುಗಳ ರಕ್ಷಣಾ ಆಯೋಗದ ಸದಸ್ಯರ ಮೂಲಕ ಇತ್ತೀಚೆಗೆ ವಿತರಿಸಲಾಗಿದೆ. bbox=[921, 235, 1211, 325]
write-box bbox=[1235, 854, 1507, 1173]
issue-date: ಶನಿವಾರ 22-11-2025 bbox=[8, 8, 197, 31]
story2-column-3: ಆದರಿಂದಾಗಿ ಇಂದಿಗೂ ಗ್ರಾಮೀಣ ಜನರು ತಮ್ಮ ಮಕ್ಕಳನ್ನು ದುಡಿಮೆಗೆ ಕಳುಹಿಸದೆ ಶಾಲೆಗೆ ಕಳುಹಿಸುತ್ತಿದ್ದಾರೆ. ಮಹಿಳಾ ಸಬಲೀಕರಣ (2005): ಮಹಿಳಾ ಸಬಲೀಕರಣ ಮತ್ತು ಮಹಿಳಾ ಸುರಕ್ಷತೆಯ ಬಗ್ಗೆ ನಿರಂತರವಾಗಿ ಜಾಗೃತಿ ಮೂಡಿಸಿ, ಗ್ರಾಮೀಣ ಮಹಿಳೆಯರಿಗೆ ಶಕ್ತಿ ತುಂಬಿದರು. ಸಾಮಾಜಿಕ ನ್ಯಾಯಕ್ಕಾಗಿ ಧ್ವನಿ (2005): ಬಡತನ, ತಾರತಮ್ಯ, ಮತ್ತು ಆರೋಗ್ಯ ರಕ್ಷಣೆಯ ಪ್ರವೇಶದಂತಹ ಸಾಮಾಜಿಕ ಅಸಮಾನತೆಗಳನ್ನು ನಿವಾರಿಸಲು ನೀತಿಗಳು ಮತ್ತು ಸುಧಾರಣೆಗಳಿಗಾಗಿ ನಿರ್ಣಾಯಕ ಪಾತ್ರ ವಹಿಸಿದರು. ಸಮುದಾಯದ ಸಬಲೀಕರಣ (2006): ಸಮುದಾಯದಲ್ಲಿ ತಮ್ಮ ಅಗತ್ಯಗಳನ್ನು ತಾವೇ ಪೂರೈಸಿಕೊಳ್ಳುವಂತೆ ಮಾಡುವ ಮೂಲಕ ಸುಸ್ಥಿರ ಬದಲಾವಣೆಗಾಗಿ ಧ್ವನಿ ಎತ್ತುವಂತೆ ಸಮುದಾಯವನ್ನು ಸಬಲೀಕರಣಗೊಳಿಸಿದರು. ಸಂಕಷ್ಟ ನಿವಾರಣೆ ಮತ್ತು ಬೆಂಬಲ (2009): ಸಮಾಜದ ಹಲವು ನಿರ್ಗತಿಕ ಕುಟುಂಬಗಳಿಗೆ ಮಾನವೀಯ ನೆರವು ನೀಡಿದರು. ಸಾಮೂಹಿಕ ವಿವಾಹಗಳನ್ನು ನಡೆಸಲು ಸಹಕರಿಸಿದರು. ಪ್ರಶಸ್ತಿಗಳು ಮತ್ತು ಗೌರವಗಳು ಸಮಾಜ ಸೇವೆ ಮತ್ತು ಪತ್ರಿಕೋದ್ಯಮದಲ್ಲಿನ ಅವರ ಅಸಾಧಾರಣ ಕೊಡುಗೆಗಾಗಿ ಶ್ರೀ ಅಬ್ದುಲ್ ನಬಿ ಅವರು ಅನೇಕ ಗೌರವಗಳಿಗೆ ಪಾತ್ರರಾಗಿದ್ದಾರೆ. ಕರ್ನಾಟಕ ಮಾಧ್ಯಮ ಅಕಾಡೆಮಿ ಪ್ರಶಸ್ತಿ: ಪತ್ರಿಕೋದ್ಯಮದಲ್ಲಿನ ಶ್ರೇಷ್ಠ ಕೊಡುಗೆಗಾಗಿ 2025ರಲ್ಲಿ ಬೀದರ್‌ನಲ್ಲಿ ನಡೆದ bbox=[575, 1750, 843, 2170]
bond-distribution-box bbox=[917, 214, 1216, 392]
office-box bbox=[1235, 303, 1507, 513]
weather-day: ಶನಿ bbox=[1239, 1317, 1255, 1334]
lead-headline-top: ಜಿಲ್ಲಾ ಬಾಲಕಾರ್ಮಿಕ ಯೋಜನಾ ಸೊಸೈಟಿಯಿಂದ ವಿಶೇಷ ಕ್ರಮ bbox=[231, 62, 996, 107]
story2-author: ಲೇಖಕರು: ಮೊಹಮ್ಮದ್ ನಿಜಾಮುದ್ದೀನ್ ಎ. ಸಿರುಗುಪ್ಪ ತಾಲ್ಲೂಕು ಬಳ್ಳಾರಿ ಜಿಲ್ಲೆ bbox=[851, 2312, 961, 2361]
tender-subtitle: ಟೆಂಡರ್‌ಗಳ/ಅಲ್ಪಾವಧಿ (ಇ.ಪಿ.ಹೆಚ್.ಟಿ.) ಟೆಂಡರ್ ಪ್ರಕಟಣೆ (ಇ-ಪ್ರೊಕ್ಯೂರ್‌ಮೆಂಟ್ ಮುಖಾಂತರ) bbox=[1164, 2111, 1477, 2142]
office-title: ಕಚೇರಿ ವಿಳಾಸ bbox=[1330, 350, 1412, 372]
office-address: ಗುರು ಸಪ್ತದಾನಂದ ಲೈನ್ ಮೇನ್‌ಬಜಾರ್, ಹೊಸಪೇಟೆ ವಿಜಯನಗರ ಜಿಲ್ಲೆ. bbox=[1266, 405, 1476, 447]
weather-text: : ಗರಿಷ್ಠ : 41°, ಕನಿಷ್ಠ : 29° bbox=[1272, 1233, 1433, 1250]
epaper-link[interactable]: https://hospettimes.com/epaper bbox=[1250, 172, 1492, 213]
column-divider bbox=[1128, 1402, 1129, 2404]
tender-signatures bbox=[1136, 2344, 1505, 2372]
story2-column-1: ಸಿರುಗುಪ್ಪ: ಬಳ್ಳಾರಿ ಜಿಲ್ಲೆಯ ಸಿರುಗುಪ್ಪ ತಾಲೂಕಿನ 74ರ ಇಳಿವಯಸ್ಸಿನಲ್ಲೂ ಸಮಾಜಕ್ಕೆ ಮುಡಿಪಾದ 26 ವರ್ಷಗಳ ಸೇವೆ ಹಳ್ಳ ಹಳ್ಳಿಗಳಲ್ಲಿ ಶಿಕ್ಷಣ, ನೈತಿಕತೆ, ಮಹಿಳಾ ಸಬಲೀಕರಣ, ಮತ್ತು ಸಮಾನತೆಯ ಬೀಜ ಬಿತ್ತಿ, ಸತತ 26 ವರ್ಷಗಳಿಂದಲೂ ಅವಿರತವಾಗಿ ಸಮಾಜಸೇವೆಯಲ್ಲಿ ದುಡಿಯುತ್ತಿರುವ ಹಿರಿಯ ಜೀವ, ಹಿರಿಯ ಪತ್ರಕರ್ತ ಮತ್ತು ಸಮಾಜ ಸೇವಕರಾದ ಎ.ಅಬ್ದುಲ್ ನಬಿ ಅವರ ಸಾಧನೆಯ ಪಯಣ ನಿಜಕ್ಕೂ ಎಲ್ಲರಿಗೂ ಸ್ಫೂರ್ತಿದಾಯಕ. 74ರ ಇಳಿ ವಯಸ್ಸಿನಲ್ಲೂ ತಮ್ಮ ಕಾರ್ಯವನ್ನು ಮುಂದುವರೆಸುತ್ತಿರುವ ಇವರು, ಕೇವಲ ಒಬ್ಬ ವ್ಯಕ್ತಿಯಲ್ಲ, ಬದಲಿಗೆ ಸಮುದಾಯದ ಬದಲಾವಣೆಯ ಶಕ್ತಿಯಾಗಿದ್ದಾರೆ. ಹೋರಾಟದ ಹಾದಿ ಮತ್ತು ಸಾಮಾಜಿಕ ಕಳಕಳಿ ಅಬ್ದುಲ್ ನಬಿ ಅವರ ಜೀವನ ಪಯಣವು ಅನೇಕ ಸವಾಲುಗಳಿಂದ ಕೂಡಿದೆ. ಕೇವಲ 11ನೇ ವಯಸ್ಸಿನಲ್ಲಿ 5ನೇ ತರಗತಿಯಲ್ಲಿ ಶಾಲೆಯನ್ನು ತೊರೆದ ಅವರು, ಶಿಕ್ಷಣದಲ್ಲಿ ಭವಿಷ್ಯವಿಲ್ಲ ಎಂಬ ಕಲ್ಪನೆಯಿಂದ ಹೊರಬಂದು ಸಮಾಜಸೇವೆಗೆ ಧುಮುಕಿದರು. 22ನೇ ವಯಸ್ಸಿನಲ್ಲಿ ಮನೆಯನ್ನು ತೊರೆದು ಹೊರನಡೆದರು. 25ನೇ ವಯಸ್ಸಿನಲ್ಲಿ ತಾನು ಕಂಡ ಕಷ್ಟಗಳನ್ನು ತನ್ನ ಸಮಾಜದ ಜನರಿಗೆ ಬಾರದಂತೆ ನೋಡಿಕೊಳ್ಳುವ ಆಲೋಚನೆ ಮಾಡಿದರು. ಅಂದಿನಿಂದ, ಶಿಕ್ಷಣದ ಮಹತ್ವ, ಮಹಿಳಾ ಸಬಲೀಕರಣ, ಆರೋಗ್ಯ, ಮತ್ತು ಸಾಮಾಜಿಕ ಪರಿವರ್ತನೆ ಕುರಿತು ಜನರಲ್ಲಿ ಅರಿವು ಮೂಡಿಸುವುದು ತಮ್ಮ ಧ್ಯೇಯವಾಗಿಸಿಕೊಂಡರು. ಅವರು ಗ್ರಾಮೀಣ ಪ್ರದೇಶಗಳಲ್ಲಿ ಹಳ್ಳಿ ಹಳ್ಳಿಗೂ ಓಡಾಡಿ, ಜನರಲ್ಲಿ ಜಾಗೃತಿ ಮೂಡಿಸಿದರು. ಪತ್ರಿಕೋದ್ಯಮದಲ್ಲಿ 35 ವರ್ಷಗಳ ಸುದೀರ್ಘ ಅನುಭವ ಹೊಂದಿರುವ ಅಬ್ದುಲ್ ನಬಿ ಅವರು ಪತ್ರಿಕೋದ್ಯಮ ಹಾಗೂ ಸಮಾಜಸೇವೆ ಎರಡನ್ನೂ ಸಮನಾಗಿ ನಿಭಾಯಿಸಿದ್ದಾರೆ. 'ಲೋಕದರ್ಶನ ಡೈಲಿ' ಪತ್ರಿಕೆಯಲ್ಲಿ ಹಿರಿಯ ವರದಿಗಾರರಾಗಿ ಕೆಲಸ ಮಾಡಿದ ಅವರು, ತಮ್ಮ ಲೇಖನಗಳ ಮೂಲಕ ಇಡೀ ಜಿಲ್ಲೆಯ ಜನರ ಸಮಸ್ಯೆಗಳಿಗೆ ಧ್ವನಿಯಾದರು. bbox=[8, 1503, 291, 2044]
weather-row bbox=[1239, 1313, 1503, 1339]
weather-row bbox=[1239, 1233, 1503, 1250]
weather-list-2 bbox=[1239, 1313, 1503, 1366]
